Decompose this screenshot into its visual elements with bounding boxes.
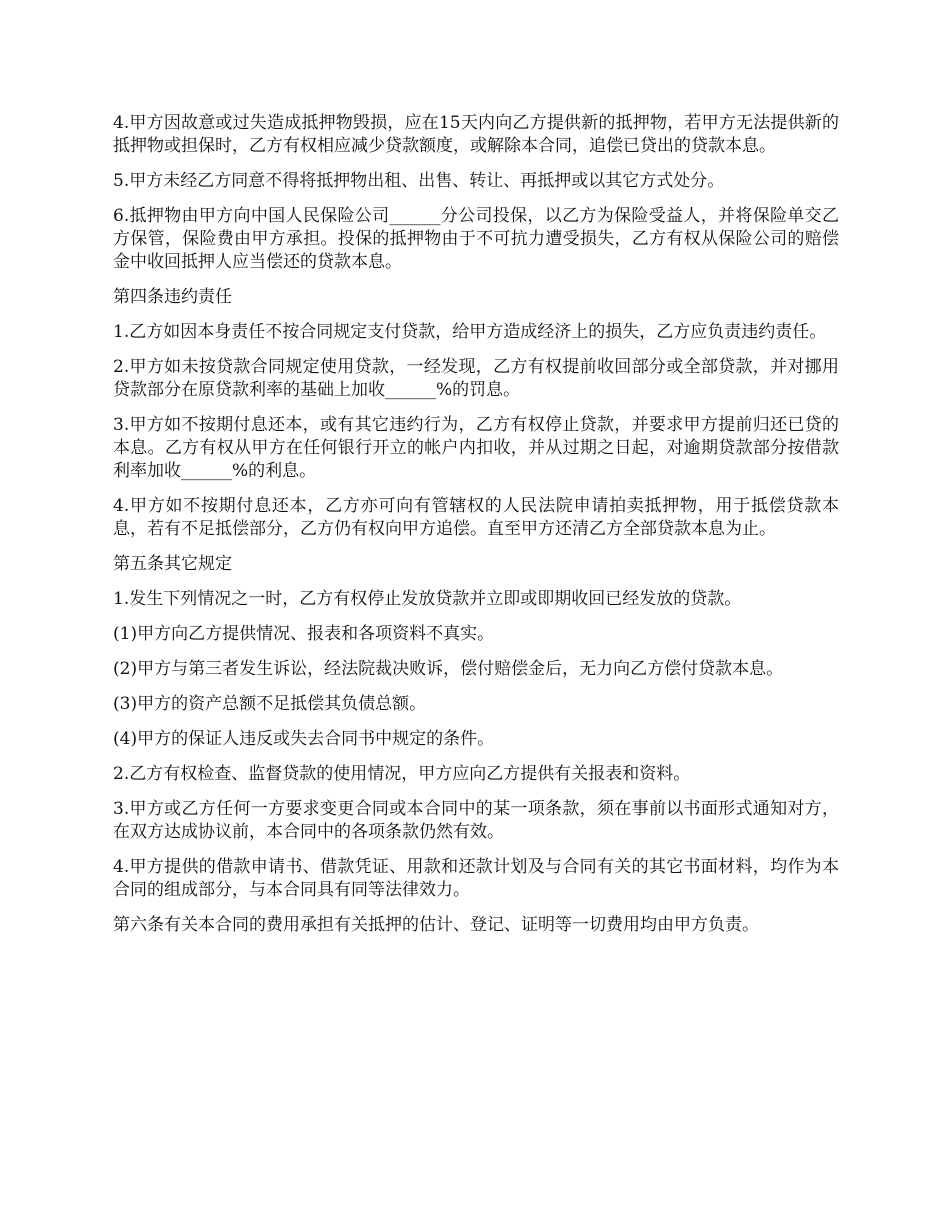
- clause-3-item-6: 6.抵押物由甲方向中国人民保险公司______分公司投保，以乙方为保险受益人，并将保险单交乙方保管，保险费由甲方承担。投保的抵押物由于不可抗力遭受损失，乙方有权从保险公司的赔偿金中收回抵押人应当偿还的贷款本息。: [113, 206, 839, 272]
- clause-5-subitem-3: (3)甲方的资产总额不足抵偿其负债总额。: [113, 694, 427, 714]
- clause-5-subitem-1: (1)甲方向乙方提供情况、报表和各项资料不真实。: [113, 624, 495, 644]
- clause-3-item-5: 5.甲方未经乙方同意不得将抵押物出租、出售、转让、再抵押或以其它方式处分。: [113, 171, 725, 191]
- clause-4-item-4: 4.甲方如不按期付息还本，乙方亦可向有管辖权的人民法院申请拍卖抵押物，用于抵偿贷款本息，若有不足抵偿部分，乙方仍有权向甲方追偿。直至甲方还清乙方全部贷款本息为止。: [113, 496, 839, 539]
- clause-5-item-3: 3.甲方或乙方任何一方要求变更合同或本合同中的某一项条款，须在事前以书面形式通知对方，在双方达成协议前，本合同中的各项条款仍然有效。: [113, 799, 839, 842]
- clause-5-subitem-4: (4)甲方的保证人违反或失去合同书中规定的条件。: [113, 729, 495, 749]
- clause-4-item-1: 1.乙方如因本身责任不按合同规定支付贷款，给甲方造成经济上的损失，乙方应负责违约责任。: [113, 322, 827, 342]
- clause-5-item-1: 1.发生下列情况之一时，乙方有权停止发放贷款并立即或即期收回已经发放的贷款。: [113, 589, 742, 609]
- section-heading-article-5: 第五条其它规定: [113, 554, 232, 574]
- clause-5-item-2: 2.乙方有权检查、监督贷款的使用情况，甲方应向乙方提供有关报表和资料。: [113, 764, 691, 784]
- clause-5-subitem-2: (2)甲方与第三者发生诉讼，经法院裁决败诉，偿付赔偿金后，无力向乙方偿付贷款本息。: [113, 659, 784, 679]
- clause-4-item-2: 2.甲方如未按贷款合同规定使用贷款，一经发现，乙方有权提前收回部分或全部贷款，并对挪用贷款部分在原贷款利率的基础上加收______%的罚息。: [113, 357, 839, 400]
- clause-4-item-3: 3.甲方如不按期付息还本，或有其它违约行为，乙方有权停止贷款，并要求甲方提前归还已贷的本息。乙方有权从甲方在任何银行开立的帐户内扣收，并从过期之日起，对逾期贷款部分按借款利率加收______%的利息。: [113, 415, 839, 481]
- clause-5-item-4: 4.甲方提供的借款申请书、借款凭证、用款和还款计划及与合同有关的其它书面材料，均作为本合同的组成部分，与本合同具有同等法律效力。: [113, 857, 839, 900]
- document-body: [113, 112, 839, 949]
- clause-3-item-4: 4.甲方因故意或过失造成抵押物毁损，应在15天内向乙方提供新的抵押物，若甲方无法提供新的抵押物或担保时，乙方有权相应减少贷款额度，或解除本合同，追偿已贷出的贷款本息。: [113, 113, 839, 156]
- article-6-paragraph: 第六条有关本合同的费用承担有关抵押的估计、登记、证明等一切费用均由甲方负责。: [113, 915, 759, 935]
- section-heading-article-4: 第四条违约责任: [113, 287, 232, 307]
